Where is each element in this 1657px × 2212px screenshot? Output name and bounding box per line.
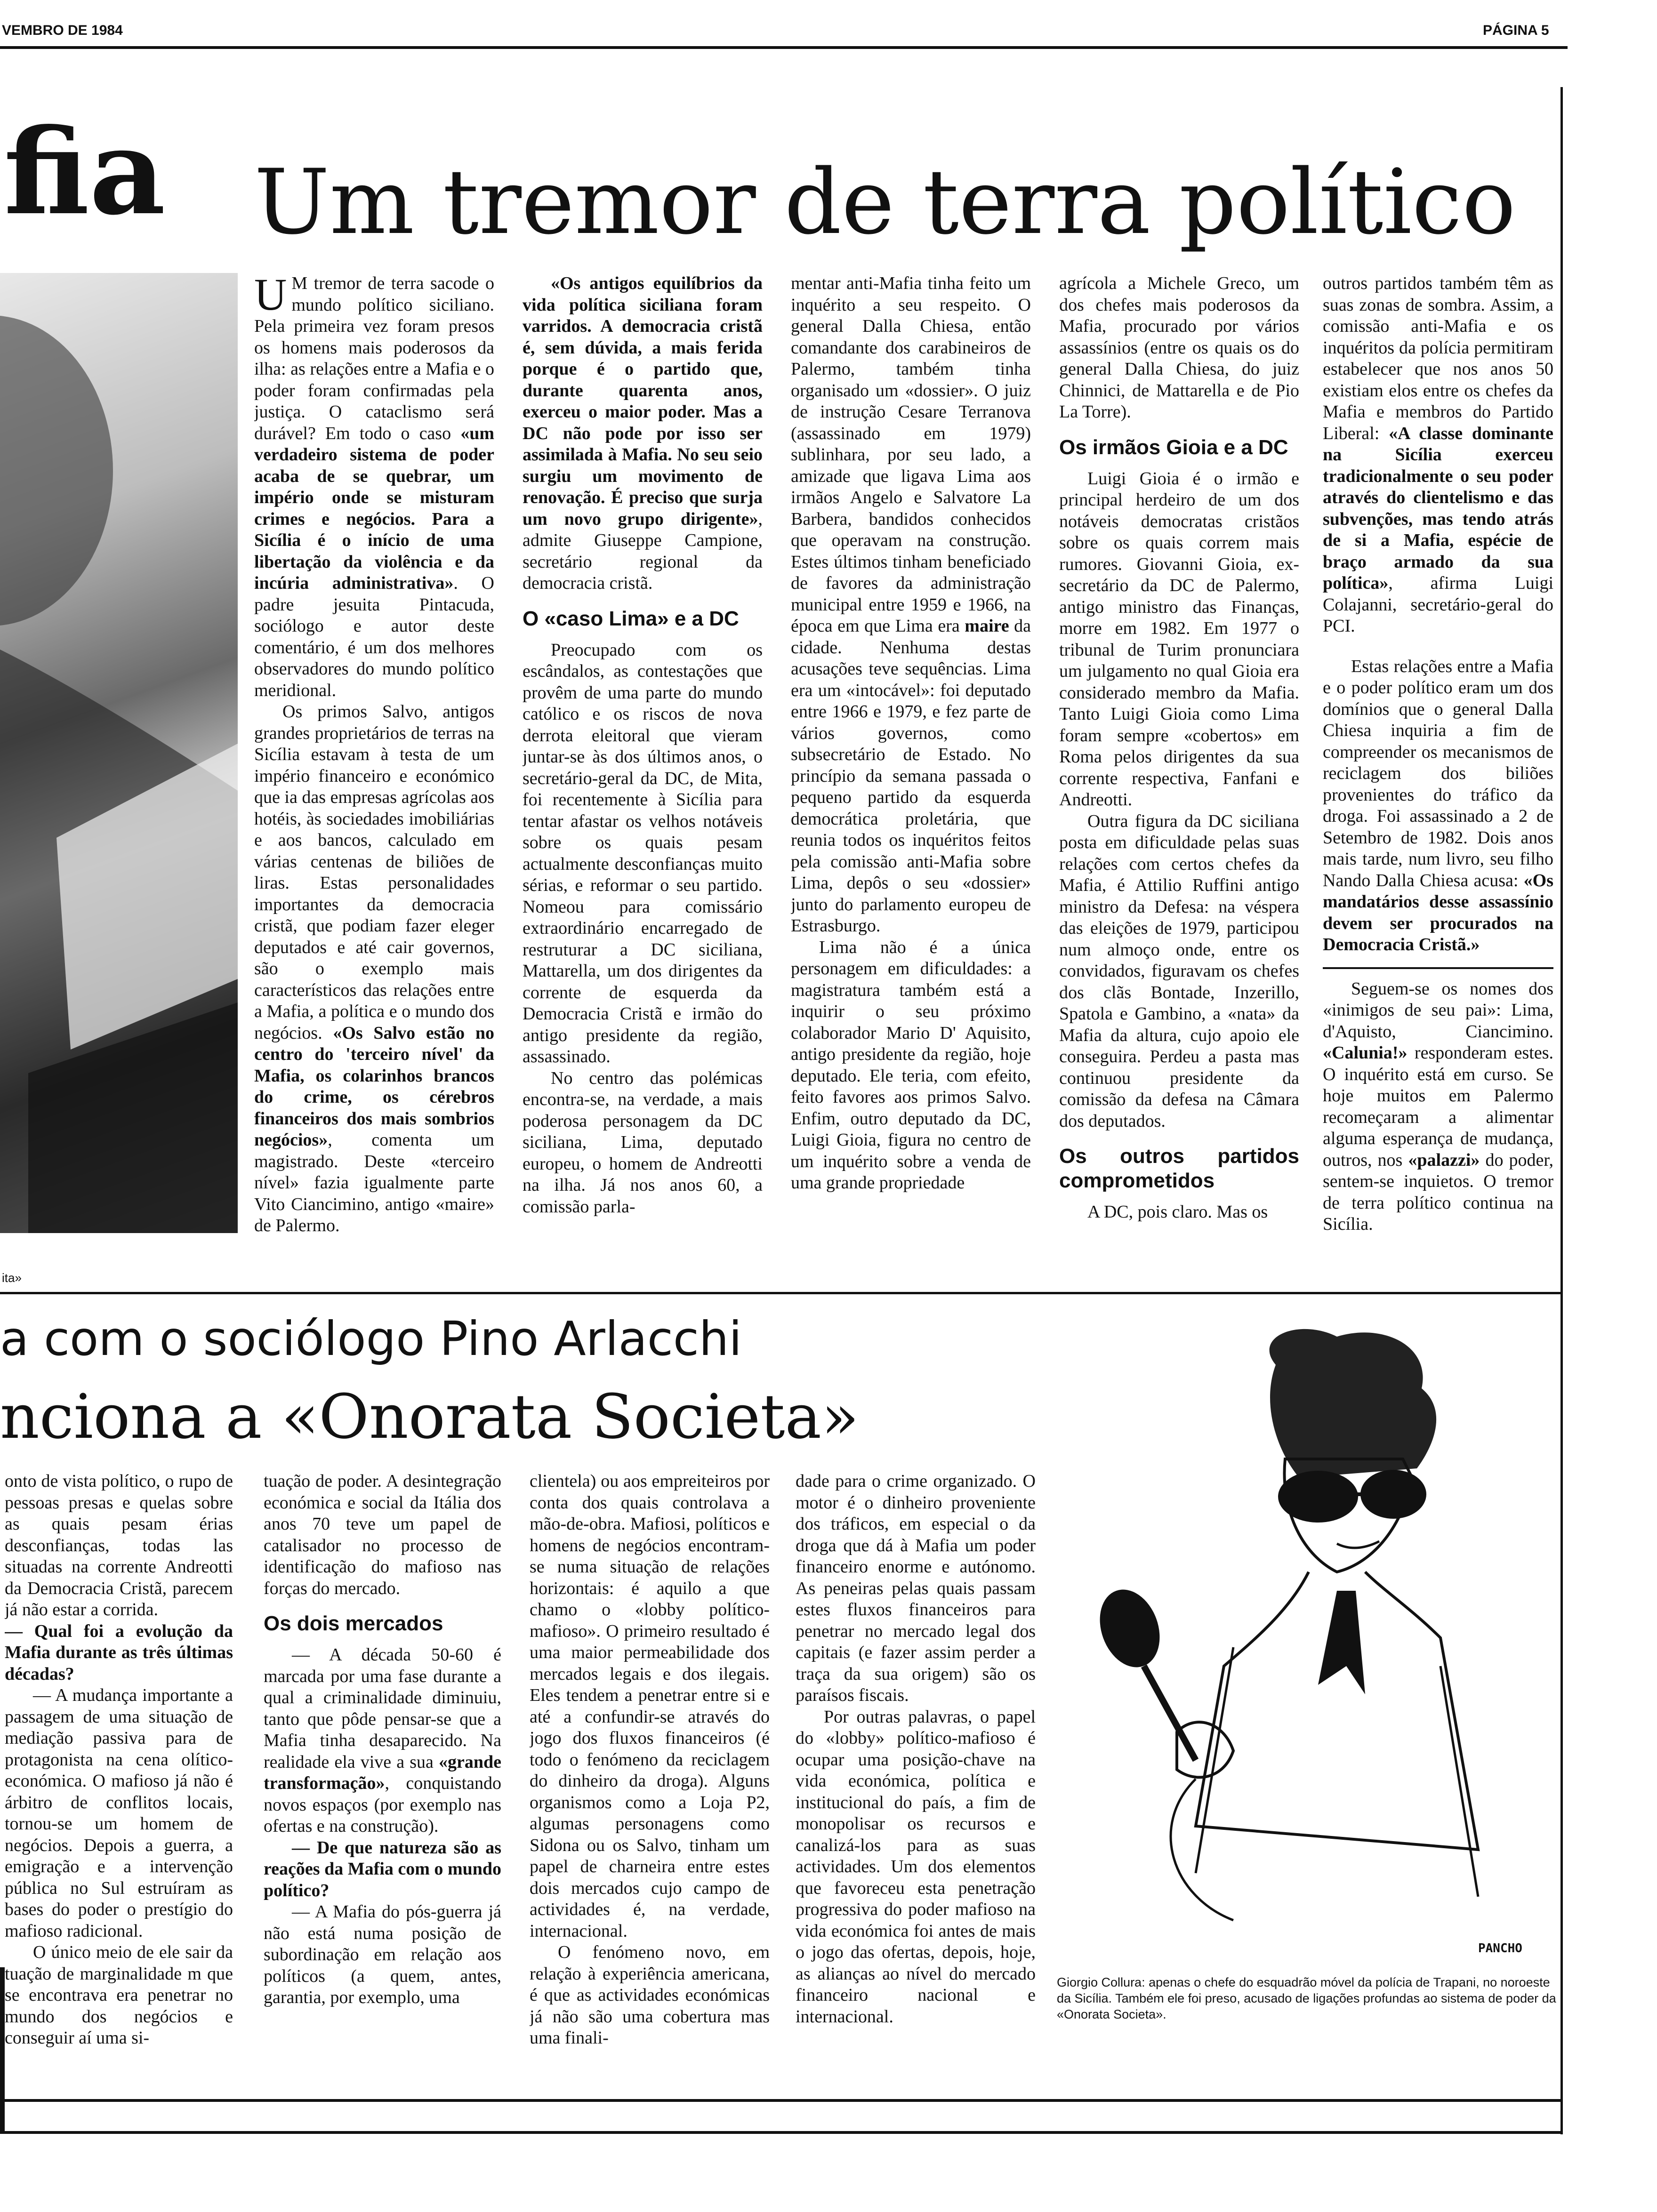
header-page-number: PÁGINA 5 bbox=[1483, 23, 1549, 38]
paragraph: tuação de poder. A desintegração económica e social da Itália dos anos 70 teve um papel de catalisador no processo de identificação do mafioso nas forças do mercado. bbox=[264, 1471, 501, 1598]
paragraph: Estas relações entre a Mafia e o poder político eram um dos domínios que o general Dalla Chiesa inquiria a fim de compreender os mecanismos de reciclagem dos biliões provenientes do tráfico da droga. Foi assassinado a 2 de Setembro de 1982. Dois anos mais tarde, num livro, seu filho Nando Dalla Chiesa acusa: bbox=[1323, 656, 1553, 890]
photo-caption-fragment: ita» bbox=[2, 1271, 22, 1285]
illustration-caption: Giorgio Collura: apenas o chefe do esquadrão móvel da polícia de Trapani, no noroeste da Sicília. Também ele foi preso, acusado de ligações profundas ao sistema de poder da «Onorata Societa». bbox=[1057, 1975, 1556, 2021]
interview-question: — De que natureza são as reações da Mafia com o mundo político? bbox=[264, 1837, 501, 1900]
headline-top: Um tremor de terra político bbox=[254, 150, 1516, 254]
paragraph: M tremor de terra sacode o mundo político siciliano. Pela primeira vez foram presos os homens mais poderosos da ilha: as relações entre a Mafia e o poder foram confirmadas pela justiça. O cataclismo será durável? Em todo o caso bbox=[254, 273, 494, 443]
artist-signature: PANCHO bbox=[1478, 1941, 1522, 1956]
paragraph: do poder, sentem-se inquietos. O tremor de terra político continua na Sicília. bbox=[1323, 1150, 1553, 1234]
emphasis: «Calunia!» bbox=[1323, 1043, 1408, 1063]
paragraph: Seguem-se os nomes dos «inimigos de seu pai»: Lima, d'Aquisto, Ciancimino. bbox=[1323, 978, 1553, 1042]
paragraph: da cidade. Nenhuma destas acusações teve sequências. Lima era um «intocável»: foi deputado entre 1966 e 1979, e fez parte de vários governos, como subsecretário de Estado. No princípio da semana passada o pequeno partido da esquerda democrática proletária, que reunia todos os inquéritos feitos pela comissão anti-Mafia sobre Lima, depôs o seu «dossier» junto do parlamento europeu de Estrasburgo. bbox=[791, 616, 1031, 936]
paragraph: mentar anti-Mafia tinha feito um inquérito a seu respeito. O general Dalla Chiesa, então comandante dos carabineiros de Palermo, também tinha organisado um «dossier». O juiz de instrução Cesare Terranova (assassinado em 1979) sublinhara, por seu lado, a amizade que ligava Lima aos irmãos Angelo e Salvatore La Barbera, bandidos conhecidos que operavam na construção. Estes últimos tinham beneficiado de favores da administração municipal entre 1959 e 1966, na época em que Lima era bbox=[791, 273, 1031, 636]
emphasis: «palazzi» bbox=[1408, 1150, 1480, 1170]
bottom-frame-right bbox=[1560, 1294, 1563, 2134]
top-column-3 bbox=[791, 273, 1031, 1285]
interview-question: — Qual foi a evolução da Mafia durante as três últimas décadas? bbox=[5, 1621, 233, 1684]
top-column-5 bbox=[1323, 273, 1553, 1285]
paragraph: Os primos Salvo, antigos grandes proprietários de terras na Sicília estavam à testa de um império financeiro e económico que ia das empresas agrícolas aos hotéis, às sociedades imobiliárias e aos bancos, calculado em várias centenas de biliões de liras. Estas personalidades importantes da democracia cristã, que podiam fazer eleger deputados e até cair governos, são o exemplo mais característicos das relações entre a Mafia, a política e o mundo dos negócios. bbox=[254, 702, 494, 1043]
paragraph: Preocupado com os escândalos, as contestações que provêm de uma parte do mundo católico e os riscos de nova derrota eleitoral que vieram juntar-se às dos últimos anos, o secretário-geral da DC, de Mita, foi recentemente à Sicília para tentar afastar os velhos notáveis sobre os quais pesam actualmente desconfianças muito sérias, e reformar o seu partido. Nomeou para comissário extraordinário encarregado de restruturar a DC siciliana, Mattarella, um dos dirigentes da corrente de esquerda da Democracia Cristã e irmão do antigo presidente da região, assassinado. bbox=[523, 640, 763, 1066]
left-edge-bar bbox=[0, 1967, 5, 2132]
pull-quote: «Os antigos equilíbrios da vida política siciliana foram varridos. A democracia cristã é, sem dúvida, a mais ferida porque é o partido que, durante quarenta anos, exerceu o maior poder. Mas a DC não pode por isso ser assimilada à Mafia. No seu seio surgiu um movimento de renovação. É preciso que surja um novo grupo dirigente» bbox=[523, 273, 763, 529]
pull-quote: «Os Salvo estão no centro do 'terceiro nível' da Mafia, os colarinhos brancos do crime, os cérebros financeiros dos mais sombrios negócios» bbox=[254, 1023, 494, 1150]
subheading: O «caso Lima» e a DC bbox=[523, 607, 739, 630]
bottom-rule-2 bbox=[0, 2131, 1563, 2134]
paragraph: clientela) ou aos empreiteiros por conta dos quais controlava a mão-de-obra. Mafiosi, políticos e homens de negócios encontram-se numa situação de relações horizontais: é aquilo a que chamo o «lobby político-mafioso». O primeiro resultado é uma maior permeabilidade dos mercados legais e dos ilegais. Eles tendem a penetrar entre si e até a confundir-se através do jogo dos fluxos financeiros (é todo o fenómeno da reciclagem do dinheiro da droga). Alguns organismos como a Loja P2, algumas personagens como Sidona ou os Salvo, tinham um papel de charneira entre estes dois mercados cujo campo de actividades é, na verdade, internacional. bbox=[530, 1471, 770, 1941]
column-divider bbox=[1323, 967, 1553, 969]
top-column-2 bbox=[523, 273, 763, 1285]
paragraph: Lima não é a única personagem em dificuldades: a magistratura também está a inquirir o seu próximo colaborador Mario D' Aquisito, antigo presidente da região, hoje deputado. Ele teria, com efeito, feito favores aos primos Salvo. Enfim, outro deputado da DC, Luigi Gioia, figura no centro de um inquérito sobre a venda de uma grande propriedade bbox=[791, 937, 1031, 1193]
header-date: VEMBRO DE 1984 bbox=[2, 23, 123, 38]
paragraph: , admite Giuseppe Campione, secretário regional da democracia cristã. bbox=[523, 509, 763, 593]
section-title-fragment: fia bbox=[4, 103, 166, 241]
subheading: Os irmãos Gioia e a DC bbox=[1059, 435, 1288, 459]
bottom-headline: nciona a «Onorata Societa» bbox=[0, 1381, 859, 1452]
subheading: Os outros partidos comprometidos bbox=[1059, 1145, 1299, 1192]
paragraph: . O padre jesuita Pintacuda, sociólogo e autor deste comentário, é um dos melhores observadores do mundo político meridional. bbox=[254, 573, 494, 700]
bottom-column-3 bbox=[530, 1471, 770, 2101]
paragraph: No centro das polémicas encontra-se, na verdade, a mais poderosa personagem da DC siciliana, Lima, deputado europeu, o homem de Andreotti na ilha. Já nos anos 60, a comissão parla- bbox=[523, 1068, 763, 1217]
drop-cap: U bbox=[254, 273, 287, 320]
pull-quote: «A classe dominante na Sicília exerceu tradicionalmente o seu poder através do clientelismo e das subvenções, mas tendo atrás de si a Mafia, espécie de braço armado da sua política» bbox=[1323, 423, 1553, 593]
photo-illustration bbox=[0, 273, 238, 1233]
paragraph: O fenómeno novo, em relação à experiência americana, é que as actividades económicas já não são uma cobertura mas uma finali- bbox=[530, 1942, 770, 2048]
paragraph: , comenta um magistrado. Deste «terceiro nível» fazia igualmente parte Vito Ciancimino, antigo «maire» de Palermo. bbox=[254, 1130, 494, 1235]
bottom-column-1 bbox=[5, 1471, 233, 2101]
paragraph: , afirma Luigi Colajanni, secretário-geral do PCI. bbox=[1323, 573, 1553, 636]
pull-quote: «um verdadeiro sistema de poder acaba de se quebrar, um império onde se misturam crimes e negócios. Para a Sicília é o início de uma libertação da violência e da incúria administrativa» bbox=[254, 423, 494, 593]
caricature-drawing bbox=[1054, 1308, 1563, 1967]
paragraph: Por outras palavras, o papel do «lobby» político-mafioso é ocupar uma posição-chave na vida económica, política e institucional do país, a fim de monopolisar os recursos e canalizá-los para as suas actividades. Um dos elementos que favoreceu esta penetração progressiva do poder mafioso na vida económica foi antes de mais o jogo das ofertas, depois, hoje, as alianças ao nível do mercado financeiro nacional e internacional. bbox=[796, 1707, 1036, 2027]
paragraph: — A Mafia do pós-guerra já não está numa posição de subordinação em relação aos políticos (a quem, antes, garantia, por exemplo, uma bbox=[264, 1902, 501, 2007]
paragraph: dade para o crime organizado. O motor é o dinheiro proveniente dos tráficos, em especial o da droga que dá à Mafia um poder financeiro enorme e autónomo. As peneiras pelas quais passam estes fluxos financeiros para penetrar no mercado legal dos capitais (e fazer assim perder a traça da sua origem) são os paraísos fiscais. bbox=[796, 1471, 1036, 1705]
paragraph: responderam estes. O inquérito está em curso. Se hoje muitos em Palermo recomeçaram a alimentar alguma esperança de mudança, outros, nos bbox=[1323, 1043, 1553, 1170]
section-divider bbox=[0, 1292, 1563, 1294]
top-frame-right bbox=[1560, 87, 1563, 1292]
paragraph: — A década 50-60 é marcada por uma fase durante a qual a criminalidade diminuiu, tanto que pôde pensar-se que a Mafia tinha desaparecido. Na realidade ela vive a sua bbox=[264, 1645, 501, 1772]
emphasis: maire bbox=[965, 616, 1009, 636]
paragraph: onto de vista político, o rupo de pessoas presas e quelas sobre as quais pesam érias desconfianças, todas las situadas na corrente Andreotti da Democracia Cristã, parecem já não estar a corrida. bbox=[5, 1471, 233, 1619]
top-column-4 bbox=[1059, 273, 1299, 1285]
paragraph: , conquistando novos espaços (por exemplo nas ofertas e na construção). bbox=[264, 1773, 501, 1836]
emphasis: «grande transformação» bbox=[264, 1752, 501, 1793]
bottom-column-2 bbox=[264, 1471, 501, 2101]
paragraph: A DC, pois claro. Mas os bbox=[1087, 1202, 1268, 1222]
pull-quote: «Os mandatários desse assassínio devem ser procurados na Democracia Cristã.» bbox=[1323, 870, 1553, 954]
bottom-kicker: a com o sociólogo Pino Arlacchi bbox=[0, 1311, 742, 1366]
caricature-illustration bbox=[1054, 1308, 1563, 1967]
subheading: Os dois mercados bbox=[264, 1612, 443, 1635]
photo-portrait bbox=[0, 273, 238, 1233]
paragraph: — A mudança importante a passagem de uma situação de mediação passiva para de protagonista na cena olítico-económica. O mafioso já não é árbitro de conflitos locais, tornou-se um homem de negócios. Depois a guerra, a emigração e a intervenção pública no Sul estruíram as bases do poder o prestígio do mafioso radicional. bbox=[5, 1685, 233, 1941]
bottom-rule bbox=[0, 2099, 1563, 2102]
paragraph: outros partidos também têm as suas zonas de sombra. Assim, a comissão anti-Mafia e os inquéritos da polícia permitiram estabelecer que nos anos 50 existiam elos entre os chefes da Mafia e membros do Partido Liberal: bbox=[1323, 273, 1553, 443]
paragraph: agrícola a Michele Greco, um dos chefes mais poderosos da Mafia, procurado por vários assassínios (entre os quais os do general Dalla Chiesa, do juiz Chinnici, de Mattarella e de Pio La Torre). bbox=[1059, 273, 1299, 422]
paragraph: O único meio de ele sair da tuação de marginalidade m que se encontrava era penetrar no mundo dos negócios e conseguir aí uma si- bbox=[5, 1942, 233, 2048]
top-column-1 bbox=[254, 273, 494, 1285]
paragraph: Outra figura da DC siciliana posta em dificuldade pelas suas relações com certos chefes da Mafia, é Attilio Ruffini antigo ministro da Defesa: na véspera das eleições de 1979, participou num almoço onde, entre os convidados, figuravam os chefes dos clãs Bontade, Inzerillo, Spatola e Gambino, a «nata» da Mafia da altura, cujo apoio ele conseguira. Perdeu a pasta mas continuou presidente da comissão da defesa na Câmara dos deputados. bbox=[1059, 811, 1299, 1131]
header-rule bbox=[0, 46, 1568, 49]
bottom-column-4 bbox=[796, 1471, 1036, 2101]
paragraph: Luigi Gioia é o irmão e principal herdeiro de um dos notáveis democratas cristãos sobre os quais correm mais rumores. Giovanni Gioia, ex-secretário da DC de Palermo, antigo ministro das Finanças, morre em 1982. Em 1977 o tribunal de Turim pronunciara um julgamento no qual Gioia era considerado membro da Mafia. Tanto Luigi Gioia como Lima foram sempre «cobertos» em Roma pelos dirigentes da sua corrente respectiva, Fanfani e Andreotti. bbox=[1059, 468, 1299, 809]
